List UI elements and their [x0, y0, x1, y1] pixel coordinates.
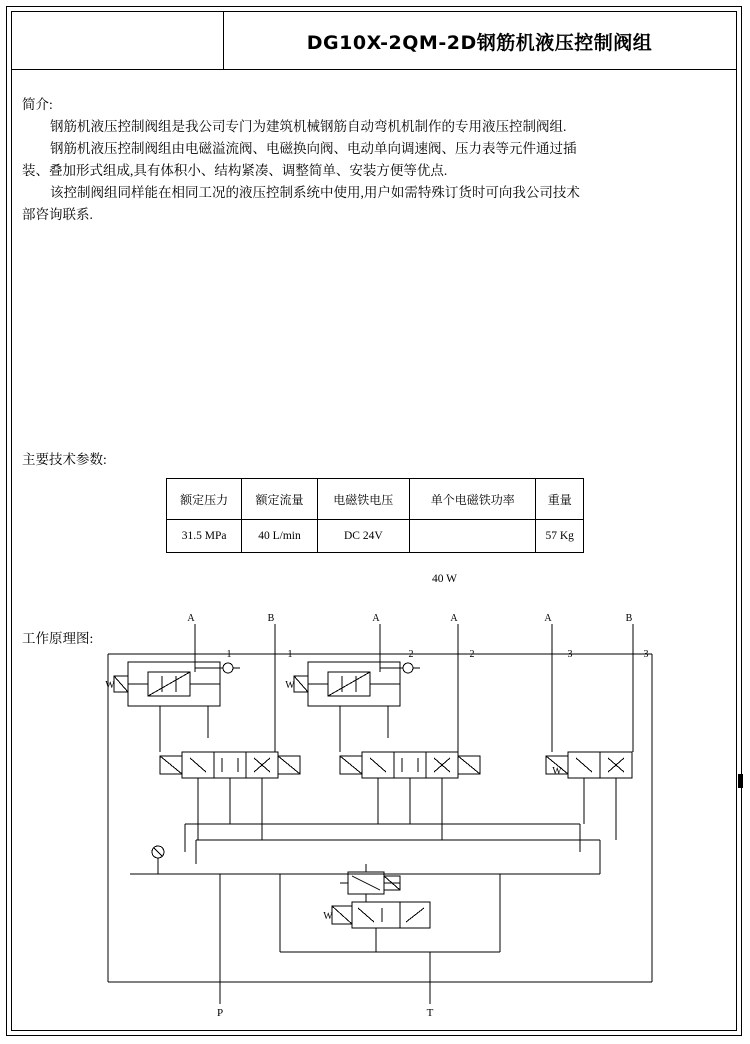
station-number-1b: 1	[287, 649, 293, 660]
coil-label-w4: W	[323, 911, 333, 922]
port-label-b3: B	[625, 613, 633, 624]
port-label-t: T	[426, 1007, 434, 1019]
schematic-heading: 工作原理图:	[22, 631, 94, 646]
page-title: DG10X-2QM-2D钢筋机液压控制阀组	[306, 31, 653, 54]
intro-heading: 简介:	[22, 97, 53, 112]
table-header-row	[167, 479, 584, 520]
table-header-cell: 单个电磁铁功率	[409, 479, 535, 520]
table-note: 40 W	[432, 573, 458, 585]
edge-tick-mark	[738, 774, 743, 788]
hydraulic-schematic	[100, 612, 660, 1022]
table-cell: 57 Kg	[536, 520, 584, 553]
intro-paragraph-3: 该控制阀组同样能在相同工况的液压控制系统中使用,用户如需特殊订货时可向我公司技术部咨询联系.	[22, 185, 580, 222]
table-header-cell: 额定流量	[242, 479, 317, 520]
port-label-b1: B	[267, 613, 275, 624]
table-header-cell: 电磁铁电压	[317, 479, 409, 520]
port-label-a2: A	[372, 613, 380, 624]
station-number-1a: 1	[226, 649, 232, 660]
table-header-cell: 额定压力	[167, 479, 242, 520]
introduction-section	[22, 94, 582, 226]
port-label-b2: A	[450, 613, 458, 624]
coil-label-w1: W	[105, 680, 115, 691]
station-number-2b: 2	[469, 649, 475, 660]
station-number-3a: 3	[567, 649, 573, 660]
spec-table	[166, 478, 584, 553]
table-cell: DC 24V	[317, 520, 409, 553]
port-label-a3: A	[544, 613, 552, 624]
table-cell	[409, 520, 535, 553]
port-label-p: P	[216, 1007, 224, 1019]
table-header-cell: 重量	[536, 479, 584, 520]
station-number-2a: 2	[408, 649, 414, 660]
table-cell: 40 L/min	[242, 520, 317, 553]
table-row	[167, 520, 584, 553]
intro-paragraph-2: 钢筋机液压控制阀组由电磁溢流阀、电磁换向阀、电动单向调速阀、压力表等元件通过插装、叠加形式组成,具有体积小、结构紧凑、调整简单、安装方便等优点.	[22, 141, 577, 178]
coil-label-w3: W	[552, 766, 562, 777]
port-label-a1: A	[187, 613, 195, 624]
station-number-3b: 3	[643, 649, 649, 660]
params-heading: 主要技术参数:	[22, 452, 107, 467]
intro-paragraph-1: 钢筋机液压控制阀组是我公司专门为建筑机械钢筋自动弯机机制作的专用液压控制阀组.	[50, 119, 567, 134]
coil-label-w2: W	[285, 680, 295, 691]
table-cell: 31.5 MPa	[167, 520, 242, 553]
